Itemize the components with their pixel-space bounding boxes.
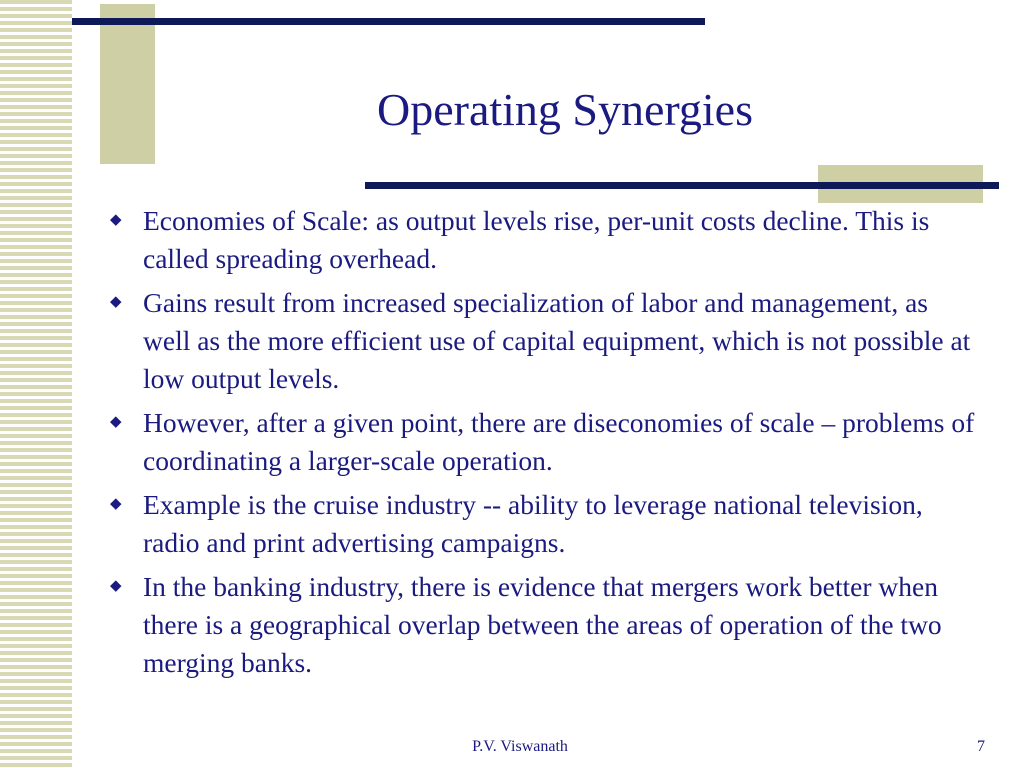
bullet-item xyxy=(105,404,975,480)
slide-title: Operating Synergies xyxy=(376,84,754,135)
bullet-item xyxy=(105,486,975,562)
footer-author: P.V. Viswanath xyxy=(472,738,568,755)
title-underline xyxy=(365,182,999,189)
diamond-bullet-icon: ◆ xyxy=(110,578,122,594)
top-accent-block xyxy=(100,4,155,164)
bullet-text: In the banking industry, there is evidence that mergers work better when there is a geographical overlap between the areas of operation of the two merging banks. xyxy=(143,571,942,678)
bullet-text: However, after a given point, there are diseconomies of scale – problems of coordinating a larger-scale operation. xyxy=(143,407,975,476)
diamond-bullet-icon: ◆ xyxy=(110,496,122,512)
diamond-bullet-icon: ◆ xyxy=(110,294,122,310)
diamond-bullet-icon: ◆ xyxy=(110,414,122,430)
page-number: 7 xyxy=(977,738,985,755)
bullet-item xyxy=(105,568,975,682)
bullet-text: Example is the cruise industry -- ability to leverage national television, radio and print advertising campaigns. xyxy=(143,489,923,558)
top-accent-line xyxy=(72,18,705,25)
diamond-bullet-icon: ◆ xyxy=(110,212,122,228)
bullet-item xyxy=(105,284,975,398)
bullet-text: Economies of Scale: as output levels rise, per-unit costs decline. This is called spreading overhead. xyxy=(143,205,930,274)
bullet-item xyxy=(105,202,975,278)
bullet-list xyxy=(105,202,975,688)
bullet-text: Gains result from increased specialization of labor and management, as well as the more efficient use of capital equipment, which is not possible at low output levels. xyxy=(143,287,971,394)
striped-margin-decoration xyxy=(0,0,72,768)
